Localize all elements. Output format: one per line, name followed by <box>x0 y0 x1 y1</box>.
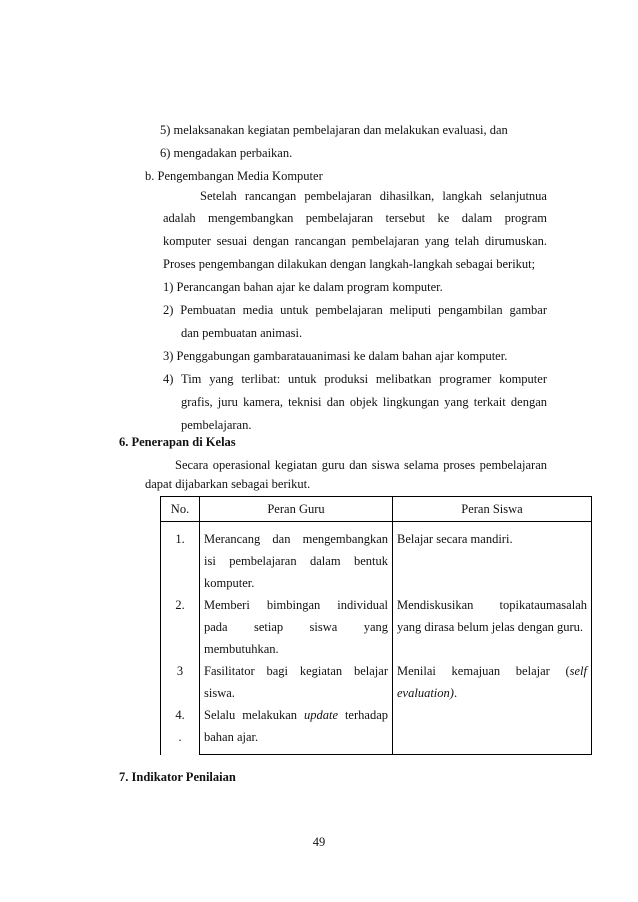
guru-text-em: update <box>303 708 339 722</box>
roles-table <box>160 496 592 755</box>
guru-text: Fasilitator bagi kegiatan belajar <box>204 664 388 678</box>
table-row <box>161 522 592 755</box>
siswa-text: Belajar secara mandiri. <box>397 532 513 546</box>
paragraph-line: Setelah rancangan pembelajaran dihasilkan, langkah selanjutnua <box>200 189 547 203</box>
siswa-text <box>397 660 587 682</box>
siswa-text-2-end: . <box>453 686 458 700</box>
subheading-b: b. Pengembangan Media Komputer <box>145 169 323 183</box>
paragraph-line: adalah mengembangkan pembelajaran tersebut ke dalam program <box>163 211 547 225</box>
row-number: 2. <box>175 598 185 612</box>
step-4-cont: pembelajaran. <box>181 418 252 432</box>
header-peran-siswa: Peran Siswa <box>393 497 592 522</box>
siswa-text-1: Menilai kemajuan belajar ( <box>397 664 570 678</box>
guru-text: Merancang dan mengembangkan <box>204 532 388 546</box>
siswa-text-2: evaluation) <box>397 686 454 700</box>
step-4: 4) Tim yang terlibat: untuk produksi melibatkan programer komputer <box>163 372 547 386</box>
siswa-text: Mendiskusikan topikataumasalah <box>397 598 587 612</box>
step-1: 1) Perancangan bahan ajar ke dalam program komputer. <box>163 280 443 294</box>
row-number: 3 <box>176 664 184 678</box>
guru-text: siswa. <box>204 686 235 700</box>
guru-text: membutuhkan. <box>204 642 279 656</box>
siswa-text: yang dirasa belum jelas dengan guru. <box>397 620 584 634</box>
page-number: 49 <box>312 835 326 849</box>
siswa-text <box>397 682 587 704</box>
list-item-6: 6) mengadakan perbaikan. <box>160 146 293 160</box>
guru-text <box>204 704 388 726</box>
guru-text: bahan ajar. <box>204 730 259 744</box>
guru-text: pada setiap siswa yang <box>204 620 388 634</box>
row-number: 1. <box>175 532 185 546</box>
paragraph-line: komputer sesuai dengan rancangan pembelajaran yang telah dirumuskan. <box>163 234 547 248</box>
section-heading-7: 7. Indikator Penilaian <box>119 770 236 784</box>
paragraph-line: Secara operasional kegiatan guru dan siswa selama proses pembelajaran <box>175 458 547 472</box>
guru-text-pre: Selalu melakukan <box>204 708 304 722</box>
step-3: 3) Penggabungan gambaratauanimasi ke dalam bahan ajar komputer. <box>163 349 508 363</box>
step-4-cont: grafis, juru kamera, teknisi dan objek lingkungan yang terkait dengan <box>181 395 547 409</box>
step-2: 2) Pembuatan media untuk pembelajaran meliputi pengambilan gambar <box>163 303 547 317</box>
header-peran-guru: Peran Guru <box>200 497 393 522</box>
guru-text: Memberi bimbingan individual <box>204 598 388 612</box>
siswa-text-self: self <box>569 664 587 678</box>
step-2-cont: dan pembuatan animasi. <box>181 326 303 340</box>
guru-text-post: terhadap <box>338 708 388 722</box>
row-number-dot: . <box>178 730 182 744</box>
table-header-row <box>161 497 592 522</box>
guru-text: isi pembelajaran dalam bentuk <box>204 554 388 568</box>
list-item-5: 5) melaksanakan kegiatan pembelajaran dan melakukan evaluasi, dan <box>160 123 508 137</box>
row-number: 4. <box>175 708 185 722</box>
paragraph-line: Proses pengembangan dilakukan dengan langkah-langkah sebagai berikut; <box>163 257 536 271</box>
section-heading-6: 6. Penerapan di Kelas <box>119 435 236 449</box>
guru-text: komputer. <box>204 576 255 590</box>
header-no: No. <box>161 497 200 522</box>
paragraph-line: dapat dijabarkan sebagai berikut. <box>145 477 311 491</box>
